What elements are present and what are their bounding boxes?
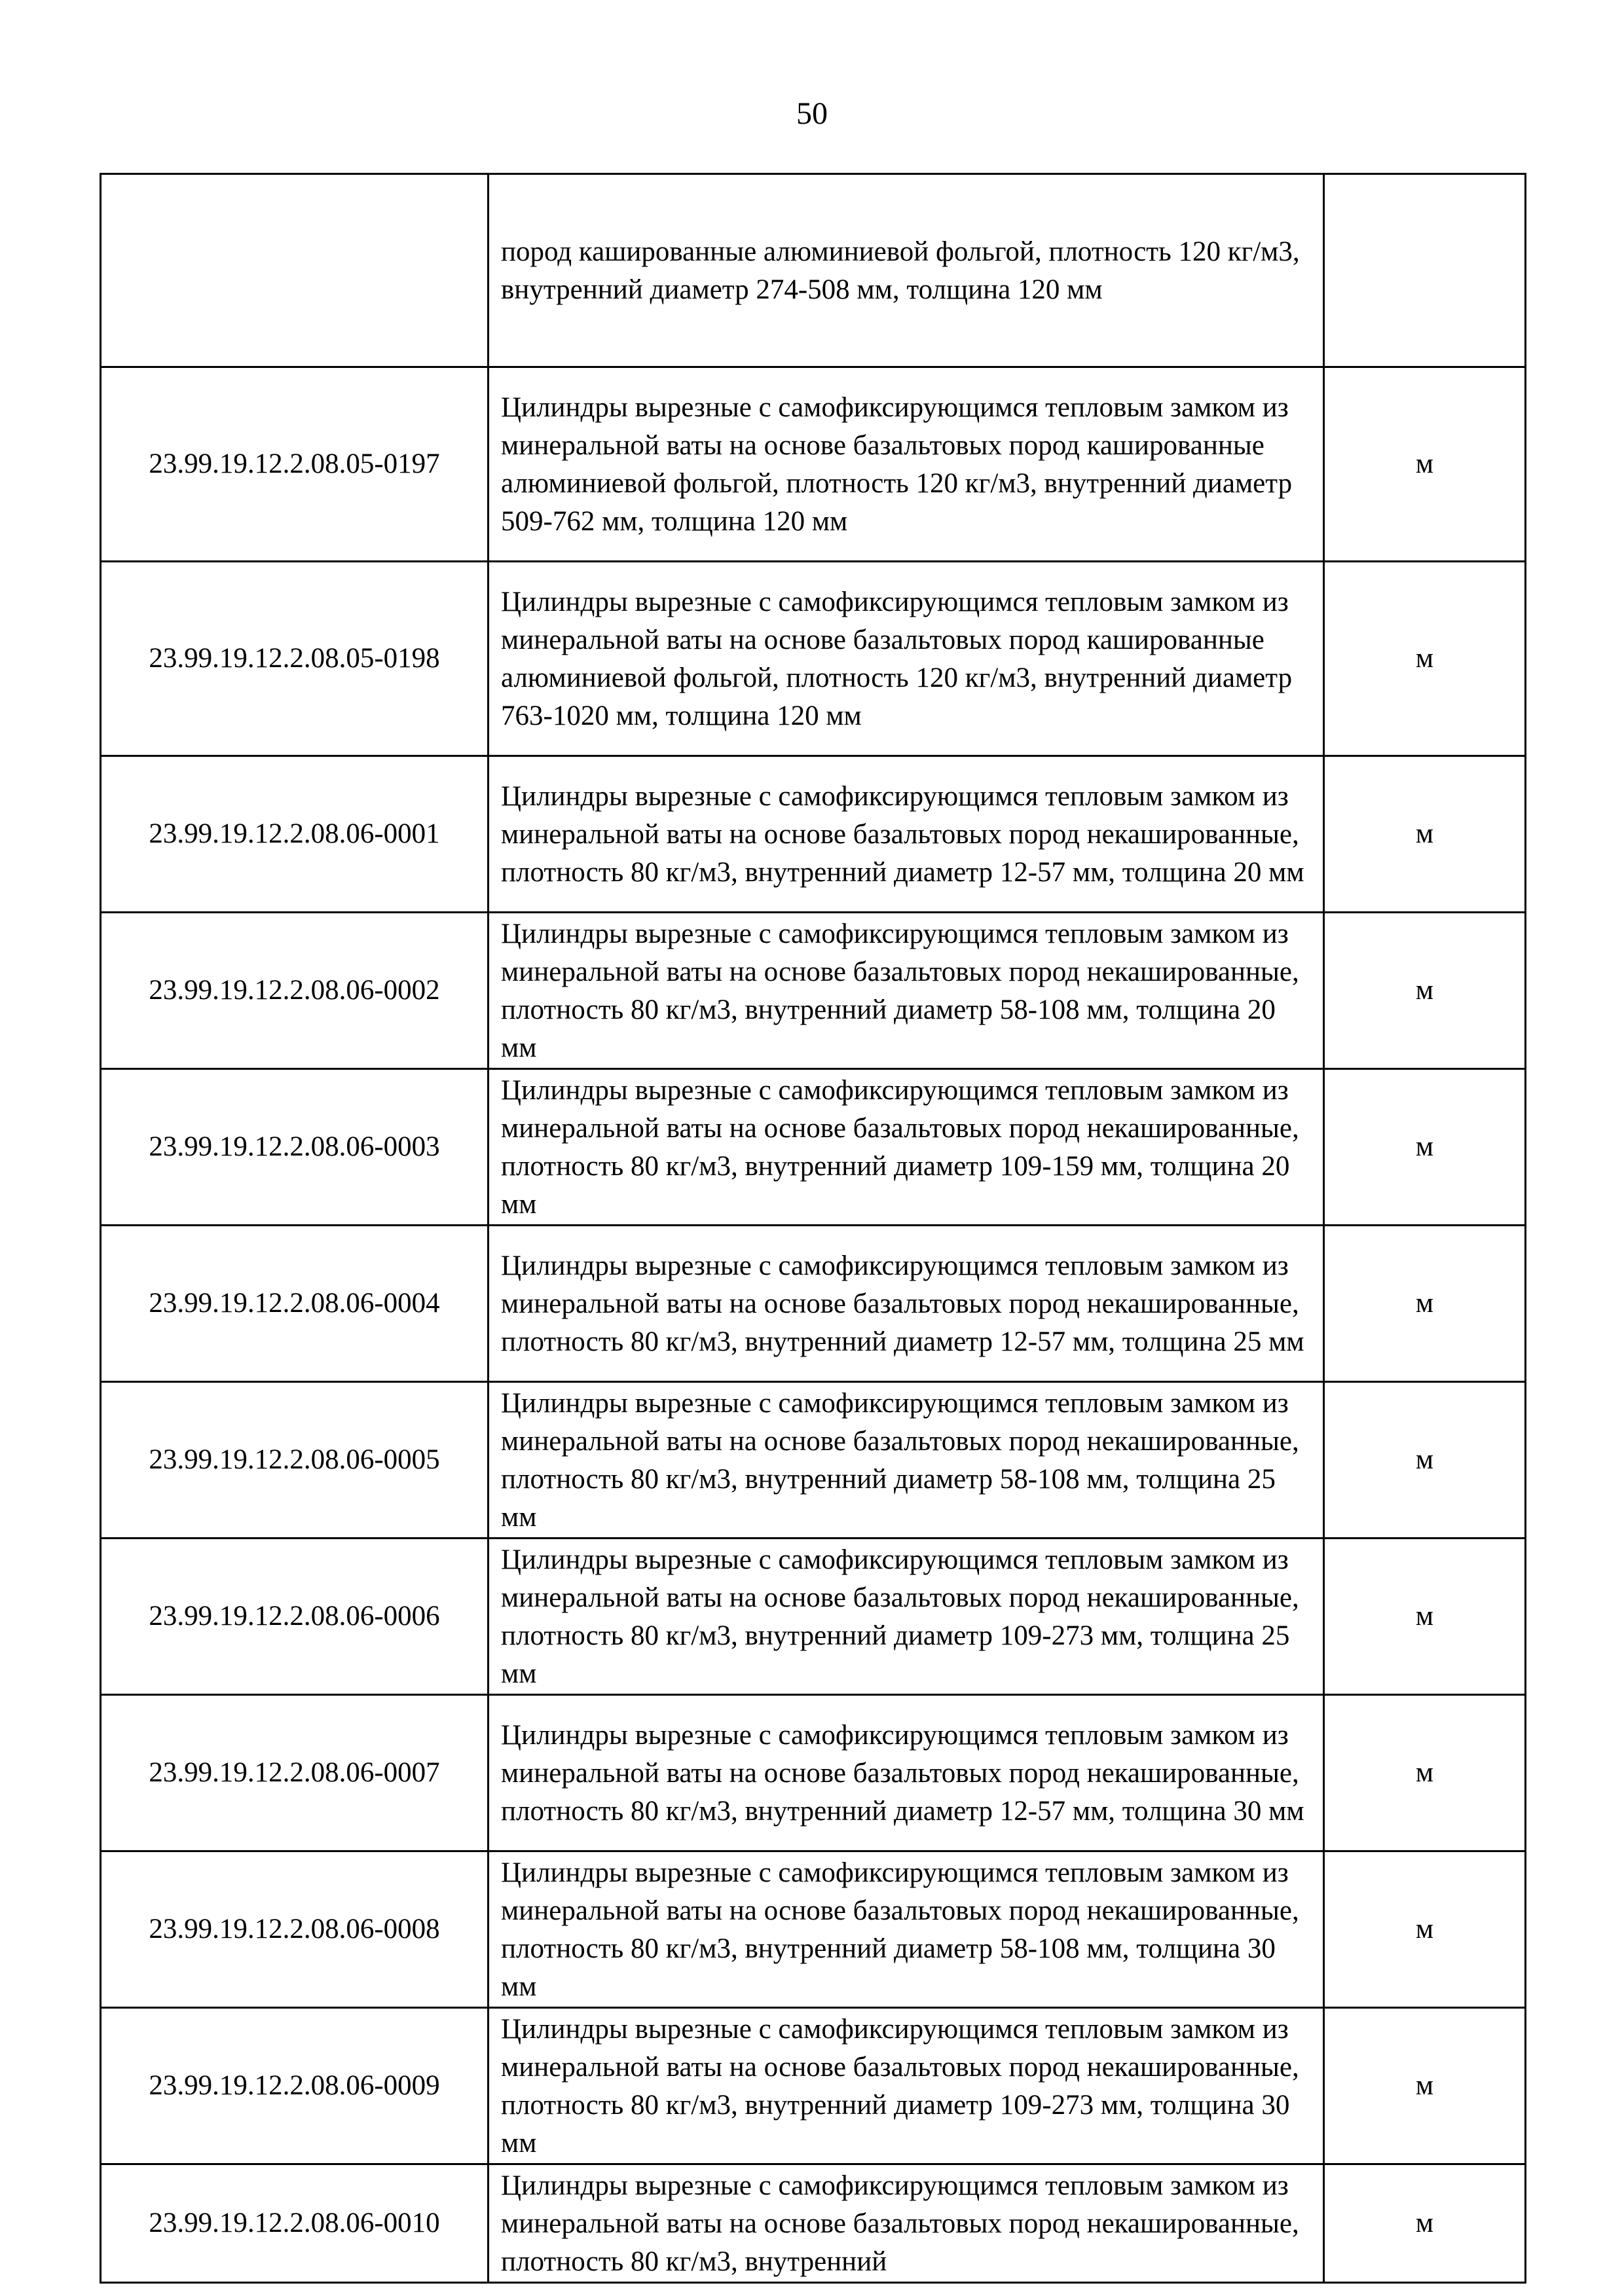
item-unit: м: [1324, 913, 1526, 1069]
item-unit: м: [1324, 1382, 1526, 1539]
item-unit: м: [1324, 1226, 1526, 1382]
item-name: пород кашированные алюминиевой фольгой, плотность 120 кг/м3, внутренний диаметр 274-508 мм, толщина 120 мм: [489, 174, 1324, 367]
table-row: [101, 1069, 1526, 1226]
table-row: [101, 756, 1526, 913]
item-code: 23.99.19.12.2.08.06-0008: [101, 1851, 489, 2008]
item-code: 23.99.19.12.2.08.06-0002: [101, 913, 489, 1069]
table-row: [101, 367, 1526, 562]
item-code: 23.99.19.12.2.08.06-0001: [101, 756, 489, 913]
table-row: [101, 1226, 1526, 1382]
item-name: Цилиндры вырезные с самофиксирующимся тепловым замком из минеральной ваты на основе базальтовых пород кашированные алюминиевой фольгой, плотность 120 кг/м3, внутренний диаметр 509-762 мм, толщина 120 мм: [489, 367, 1324, 562]
table-row: [101, 2008, 1526, 2164]
item-name: Цилиндры вырезные с самофиксирующимся тепловым замком из минеральной ваты на основе базальтовых пород некашированные, плотность 80 кг/м3, внутренний диаметр 109-273 мм, толщина 30 мм: [489, 2008, 1324, 2164]
item-code: 23.99.19.12.2.08.06-0007: [101, 1695, 489, 1851]
item-code: 23.99.19.12.2.08.05-0198: [101, 562, 489, 756]
item-unit: м: [1324, 1851, 1526, 2008]
item-name: Цилиндры вырезные с самофиксирующимся тепловым замком из минеральной ваты на основе базальтовых пород некашированные, плотность 80 кг/м3, внутренний диаметр 109-159 мм, толщина 20 мм: [489, 1069, 1324, 1226]
item-unit: м: [1324, 2164, 1526, 2283]
item-unit: м: [1324, 1539, 1526, 1695]
item-unit: [1324, 174, 1526, 367]
table-row: [101, 1539, 1526, 1695]
item-unit: м: [1324, 2008, 1526, 2164]
item-name: Цилиндры вырезные с самофиксирующимся тепловым замком из минеральной ваты на основе базальтовых пород некашированные, плотность 80 кг/м3, внутренний диаметр 58-108 мм, толщина 30 мм: [489, 1851, 1324, 2008]
item-name: Цилиндры вырезные с самофиксирующимся тепловым замком из минеральной ваты на основе базальтовых пород некашированные, плотность 80 кг/м3, внутренний диаметр 12-57 мм, толщина 25 мм: [489, 1226, 1324, 1382]
item-code: 23.99.19.12.2.08.06-0004: [101, 1226, 489, 1382]
materials-table: [100, 173, 1526, 2284]
item-name: Цилиндры вырезные с самофиксирующимся тепловым замком из минеральной ваты на основе базальтовых пород некашированные, плотность 80 кг/м3, внутренний диаметр 12-57 мм, толщина 20 мм: [489, 756, 1324, 913]
table-row: [101, 913, 1526, 1069]
item-code: 23.99.19.12.2.08.06-0009: [101, 2008, 489, 2164]
item-code: 23.99.19.12.2.08.05-0197: [101, 367, 489, 562]
table-row: [101, 174, 1526, 367]
item-unit: м: [1324, 562, 1526, 756]
item-code: 23.99.19.12.2.08.06-0010: [101, 2164, 489, 2283]
item-name: Цилиндры вырезные с самофиксирующимся тепловым замком из минеральной ваты на основе базальтовых пород некашированные, плотность 80 кг/м3, внутренний диаметр 58-108 мм, толщина 20 мм: [489, 913, 1324, 1069]
item-code: 23.99.19.12.2.08.06-0003: [101, 1069, 489, 1226]
item-name: Цилиндры вырезные с самофиксирующимся тепловым замком из минеральной ваты на основе базальтовых пород некашированные, плотность 80 кг/м3, внутренний диаметр 109-273 мм, толщина 25 мм: [489, 1539, 1324, 1695]
item-unit: м: [1324, 367, 1526, 562]
item-code: [101, 174, 489, 367]
item-name: Цилиндры вырезные с самофиксирующимся тепловым замком из минеральной ваты на основе базальтовых пород некашированные, плотность 80 кг/м3, внутренний диаметр 58-108 мм, толщина 25 мм: [489, 1382, 1324, 1539]
table-row: [101, 2164, 1526, 2283]
item-name: Цилиндры вырезные с самофиксирующимся тепловым замком из минеральной ваты на основе базальтовых пород кашированные алюминиевой фольгой, плотность 120 кг/м3, внутренний диаметр 763-1020 мм, толщина 120 мм: [489, 562, 1324, 756]
item-unit: м: [1324, 1069, 1526, 1226]
item-name: Цилиндры вырезные с самофиксирующимся тепловым замком из минеральной ваты на основе базальтовых пород некашированные, плотность 80 кг/м3, внутренний: [489, 2164, 1324, 2283]
table-row: [101, 1851, 1526, 2008]
table-row: [101, 1382, 1526, 1539]
item-code: 23.99.19.12.2.08.06-0005: [101, 1382, 489, 1539]
item-code: 23.99.19.12.2.08.06-0006: [101, 1539, 489, 1695]
table-row: [101, 1695, 1526, 1851]
item-unit: м: [1324, 1695, 1526, 1851]
item-name: Цилиндры вырезные с самофиксирующимся тепловым замком из минеральной ваты на основе базальтовых пород некашированные, плотность 80 кг/м3, внутренний диаметр 12-57 мм, толщина 30 мм: [489, 1695, 1324, 1851]
item-unit: м: [1324, 756, 1526, 913]
page-number: 50: [796, 96, 828, 131]
table-row: [101, 562, 1526, 756]
